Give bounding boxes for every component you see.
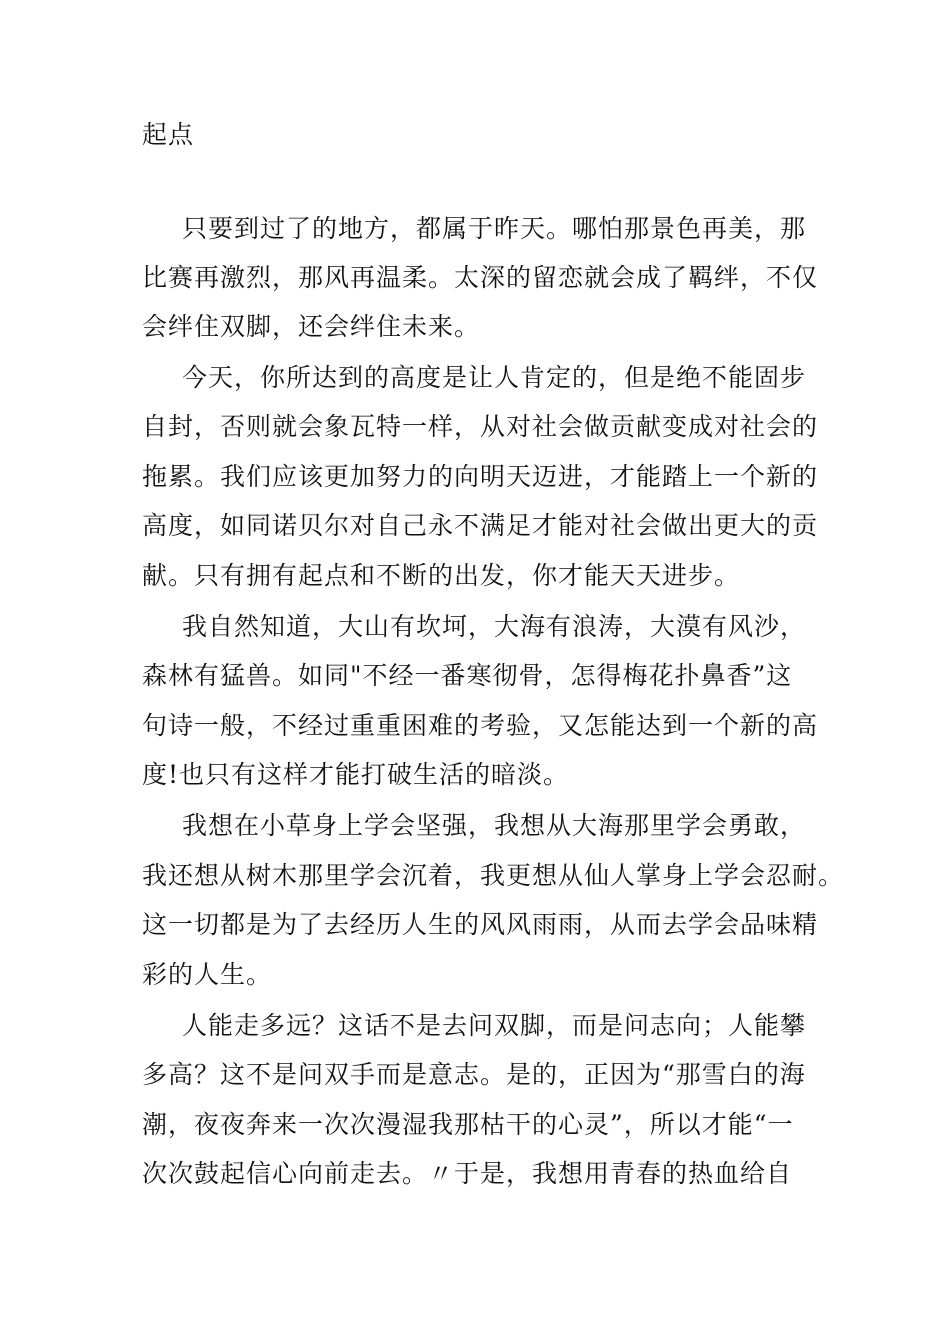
paragraph-1-line-3: 会绊住双脚，还会绊住未来。 [142, 312, 481, 341]
document-title: 起点 [142, 120, 195, 149]
paragraph-2-line-1: 今天，你所达到的高度是让人肯定的，但是绝不能固步 [182, 363, 807, 392]
paragraph-3-line-1: 我自然知道，大山有坎坷，大海有浪涛，大漠有风沙， [182, 612, 807, 641]
paragraph-3-line-4: 度!也只有这样才能打破生活的暗淡。 [142, 760, 570, 789]
paragraph-1-line-1: 只要到过了的地方，都属于昨天。哪怕那景色再美，那 [182, 214, 807, 243]
paragraph-5-line-2: 多高？这不是问双手而是意志。是的，正因为“那雪白的海 [142, 1060, 806, 1089]
paragraph-4-line-3: 这一切都是为了去经历人生的风风雨雨，从而去学会品味精 [142, 910, 819, 939]
paragraph-2-line-3: 拖累。我们应该更加努力的向明天迈进，才能踏上一个新的 [142, 462, 819, 491]
paragraph-4-line-2: 我还想从树木那里学会沉着，我更想从仙人掌身上学会忍耐。 [142, 861, 845, 890]
paragraph-5-line-4: 次次鼓起信心向前走去。〃于是，我想用青春的热血给自 [142, 1159, 793, 1188]
paragraph-5-line-3: 潮，夜夜奔来一次次漫湿我那枯干的心灵”，所以才能“一 [142, 1110, 794, 1139]
paragraph-2-line-4: 高度，如同诺贝尔对自己永不满足才能对社会做出更大的贡 [142, 511, 819, 540]
paragraph-4-line-4: 彩的人生。 [142, 960, 273, 989]
paragraph-2-line-2: 自封，否则就会象瓦特一样，从对社会做贡献变成对社会的 [142, 412, 819, 441]
paragraph-5-line-1: 人能走多远？这话不是去问双脚，而是问志向；人能攀 [182, 1011, 807, 1040]
paragraph-1-line-2: 比赛再激烈，那风再温柔。太深的留恋就会成了羁绊，不仅 [142, 263, 819, 292]
paragraph-3-line-3: 句诗一般，不经过重重困难的考验，又怎能达到一个新的高 [142, 711, 819, 740]
paragraph-3-line-2: 森林有猛兽。如同"不经一番寒彻骨，怎得梅花扑鼻香”这 [142, 661, 793, 690]
paragraph-2-line-5: 献。只有拥有起点和不断的出发，你才能天天进步。 [142, 561, 741, 590]
paragraph-4-line-1: 我想在小草身上学会坚强，我想从大海那里学会勇敢， [182, 811, 807, 840]
